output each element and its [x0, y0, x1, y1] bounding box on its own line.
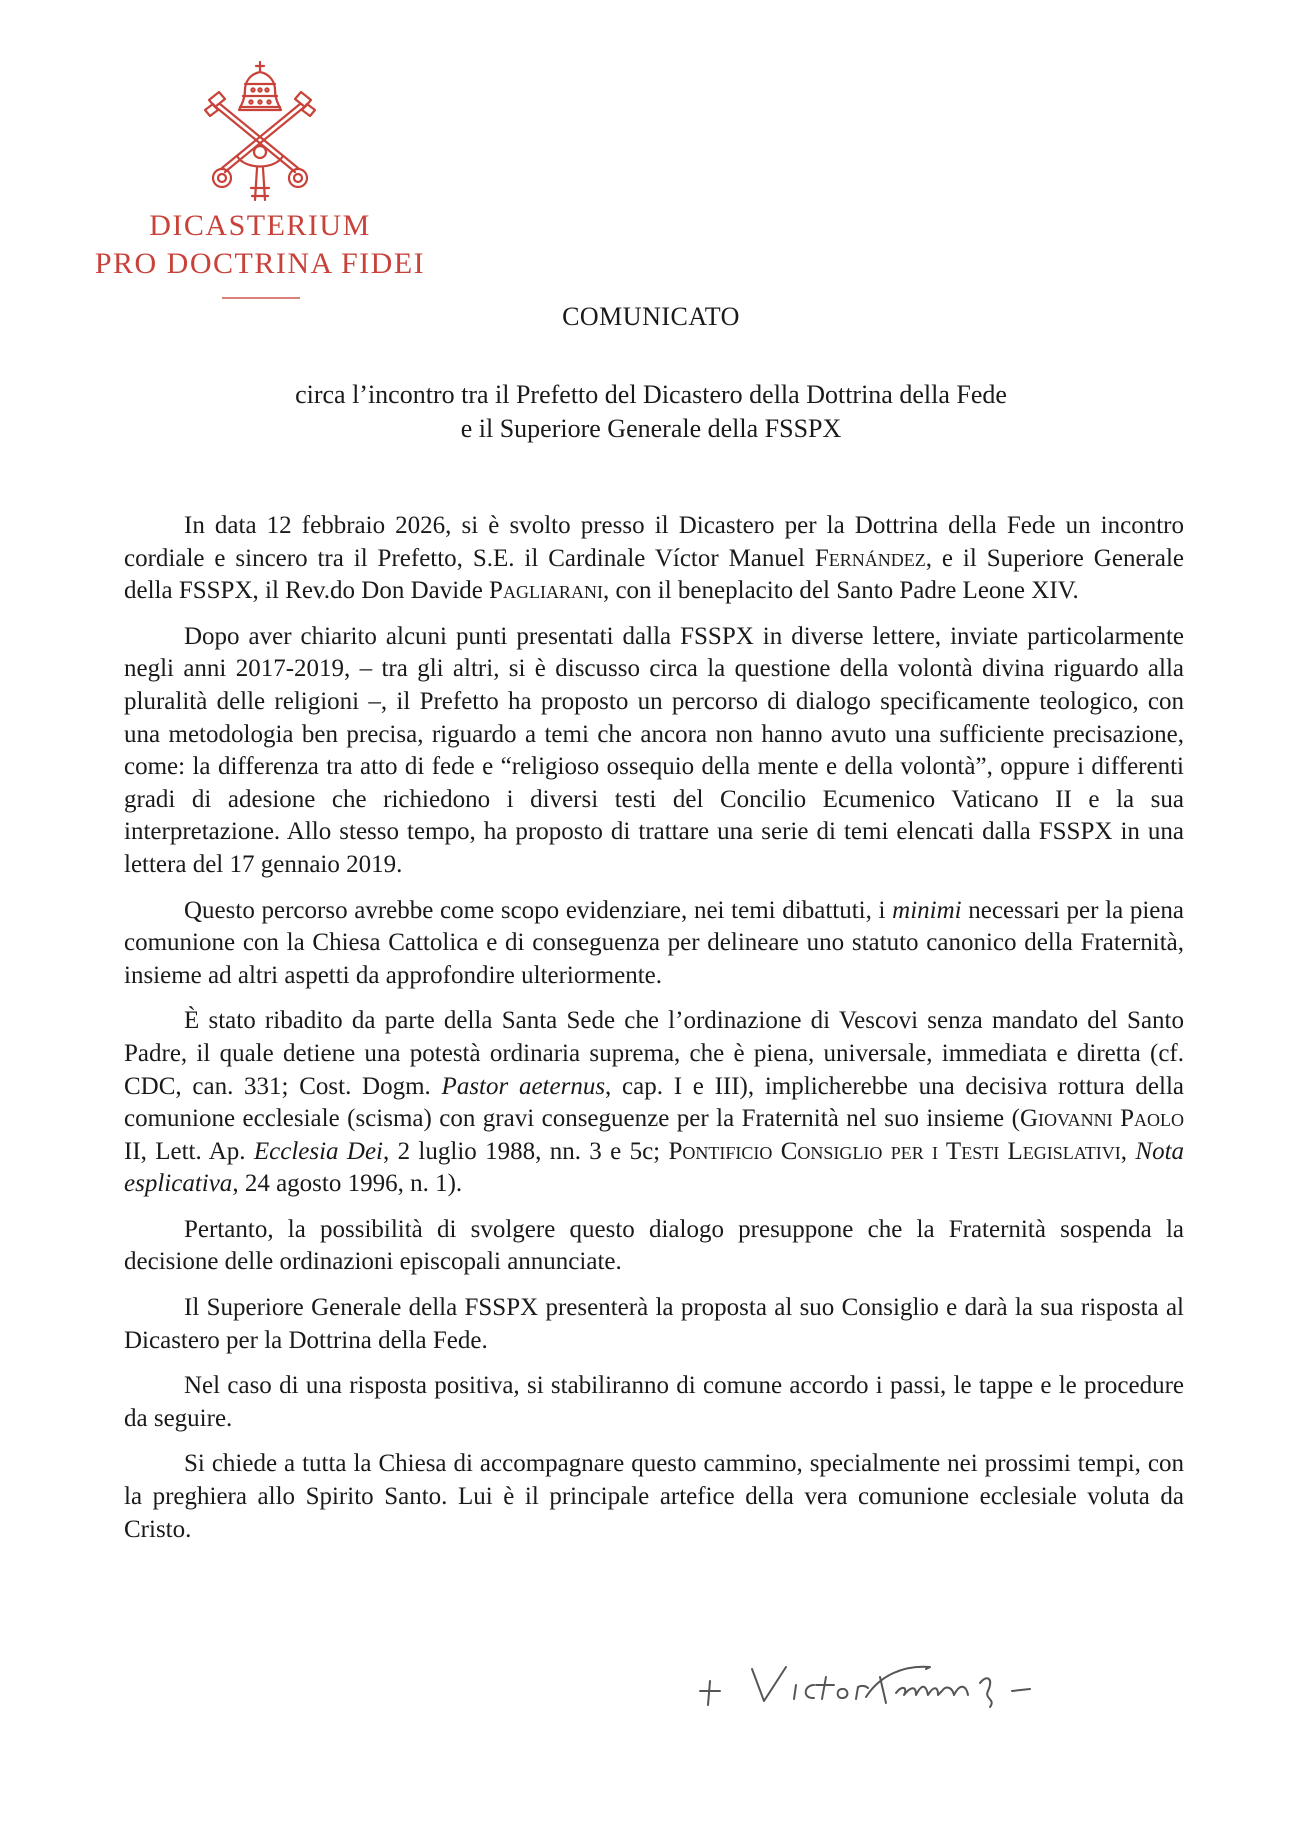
papal-emblem-icon — [195, 60, 325, 202]
paragraph-4-text-i: , — [1120, 1137, 1136, 1165]
cardinal-surname: Fernández — [814, 544, 926, 572]
paragraph-6: Il Superiore Generale della FSSPX presenterà la proposta al suo Consiglio e darà la sua risposta al Dicastero per la Dottrina della Fede. — [124, 1294, 1184, 1354]
paragraph-8: Si chiede a tutta la Chiesa di accompagnare questo cammino, specialmente nei prossimi tempi, con la preghiera allo Spirito Santo. Lui è il principale artefice della vera comunione ecclesiale voluta da Cristo. — [124, 1450, 1184, 1543]
paragraph-1-text-a: In data 12 febbraio 2026, si è svolto presso il Dicastero per la Dottrina della Fede un incontro cordiale e sincero tra il Prefetto, S.E. il Cardinale Víctor Manuel — [124, 512, 1184, 572]
header-divider — [222, 297, 300, 299]
subtitle-line1: circa l’incontro tra il Prefetto del Dicastero della Dottrina della Fede — [295, 380, 1007, 409]
minimi-emphasis: minimi — [892, 896, 962, 924]
ecclesia-dei-ref: Ecclesia Dei — [253, 1137, 383, 1165]
paragraph-4-text-c: , cap. I e III), implicherebbe una decisiva rottura della comunione ecclesiale (scisma) con gravi conseguenze per la Fraternità nel suo insieme ( — [124, 1072, 1184, 1133]
giovanni-paolo-ref: Giovanni Paolo II — [124, 1105, 1184, 1165]
document-body — [124, 510, 1184, 1559]
paragraph-1-text-e: , con il beneplacito del Santo Padre Leone XIV. — [602, 577, 1079, 605]
paragraph-4-text-e: , Lett. Ap. — [140, 1137, 254, 1165]
pastor-aeternus-ref: Pastor aeternus — [441, 1072, 606, 1100]
dicastery-name-line2: PRO DOCTRINA FIDEI — [94, 247, 426, 280]
paragraph-2: Dopo aver chiarito alcuni punti presentati dalla FSSPX in diverse lettere, inviate particolarmente negli anni 2017-2019, – tra gli altri, si è discusso circa la questione della volontà divina riguardo alla pluralità delle religioni –, il Prefetto ha proposto un percorso di dialogo specificamente teologico, con una metodologia ben precisa, riguardo a temi che ancora non hanno avuto una sufficiente precisazione, come: la differenza tra atto di fede e “religioso ossequio della mente e della volontà”, oppure i differenti gradi di adesione che richiedono i diversi testi del Concilio Ecumenico Vaticano II e la sua interpretazione. Allo stesso tempo, ha proposto di trattare una serie di temi elencati dalla FSSPX in una lettera del 17 gennaio 2019. — [124, 622, 1184, 878]
document-title: COMUNICATO — [562, 302, 740, 331]
paragraph-1 — [124, 510, 1184, 608]
handwritten-signature — [690, 1655, 1120, 1715]
dicastery-name-line1: DICASTERIUM — [149, 209, 371, 242]
paragraph-3-text-c: necessari per la piena comunione con la Chiesa Cattolica e di conseguenza per delineare uno statuto canonico della Fraternità, insieme ad altri aspetti da approfondire ulteriormente. — [124, 896, 1184, 989]
paragraph-3-text-a: Questo percorso avrebbe come scopo evidenziare, nei temi dibattuti, i — [184, 896, 893, 924]
paragraph-7: Nel caso di una risposta positiva, si stabiliranno di comune accordo i passi, le tappe e le procedure da seguire. — [124, 1372, 1184, 1432]
nota-esplicativa-ref: Nota esplicativa — [124, 1137, 1185, 1198]
pontificio-consiglio-ref: Pontificio Consiglio per i Testi Legislativi — [668, 1137, 1121, 1165]
paragraph-4-text-g: , 2 luglio 1988, nn. 3 e 5c; — [383, 1137, 669, 1165]
superior-surname: Pagliarani — [489, 577, 603, 605]
paragraph-1-text-c: , e il Superiore Generale della FSSPX, il Rev.do Don Davide — [124, 544, 1184, 605]
paragraph-5: Pertanto, la possibilità di svolgere questo dialogo presuppone che la Fraternità sospenda la decisione delle ordinazioni episcopali annunciate. — [124, 1215, 1184, 1276]
paragraph-3 — [124, 895, 1184, 993]
subtitle-line2: e il Superiore Generale della FSSPX — [460, 414, 842, 443]
paragraph-4-text-a: È stato ribadito da parte della Santa Sede che l’ordinazione di Vescovi senza mandato del Santo Padre, il quale detiene una potestà ordinaria suprema, che è piena, universale, immediata e diretta (cf. CDC, can. 331; Cost. Dogm. — [124, 1007, 1184, 1100]
paragraph-4-text-k: , 24 agosto 1996, n. 1). — [232, 1170, 463, 1198]
paragraph-4 — [124, 1005, 1184, 1201]
